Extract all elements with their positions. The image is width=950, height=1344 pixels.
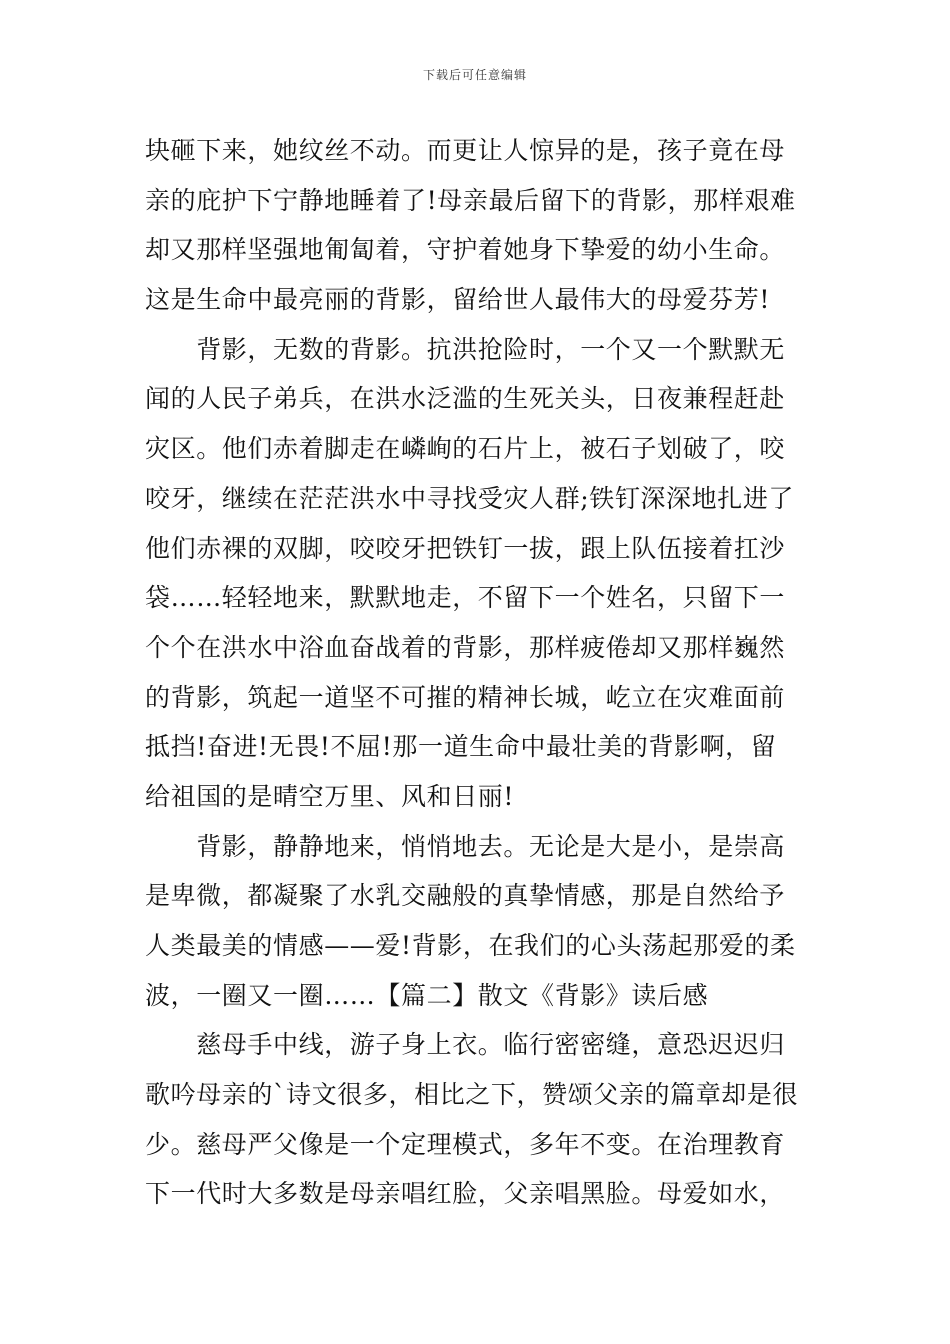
document-body: [145, 126, 810, 1219]
text-line: 背影，无数的背影。抗洪抢险时，一个又一个默默无: [145, 334, 786, 364]
text-line: 咬牙，继续在茫茫洪水中寻找受灾人群;铁钉深深地扎进了: [145, 483, 795, 513]
text-line: 波，一圈又一圈……【篇二】散文《背影》读后感: [145, 980, 709, 1010]
text-line: 亲的庇护下宁静地睡着了!母亲最后留下的背影，那样艰难: [145, 185, 796, 215]
text-line: 的背影，筑起一道坚不可摧的精神长城，屹立在灾难面前: [145, 682, 786, 712]
text-line: 灾区。他们赤着脚走在嶙峋的石片上，被石子划破了，咬: [145, 434, 786, 464]
text-line: 背影，静静地来，悄悄地去。无论是大是小，是崇高: [145, 831, 786, 861]
text-line: 抵挡!奋进!无畏!不屈!那一道生命中最壮美的背影啊，留: [145, 732, 777, 762]
text-line: 却又那样坚强地匍匐着，守护着她身下挚爱的幼小生命。: [145, 235, 786, 265]
text-line: 人类最美的情感——爱!背影，在我们的心头荡起那爱的柔: [145, 931, 796, 960]
text-line: 这是生命中最亮丽的背影，留给世人最伟大的母爱芬芳!: [145, 285, 771, 315]
page-header: 下载后可任意编辑: [422, 68, 527, 82]
text-line: 他们赤裸的双脚，咬咬牙把铁钉一拔，跟上队伍接着扛沙: [145, 533, 786, 563]
text-line: 闻的人民子弟兵，在洪水泛滥的生死关头，日夜兼程赶赴: [145, 384, 786, 414]
text-line: 袋……轻轻地来，默默地走，不留下一个姓名，只留下一: [145, 583, 786, 613]
text-line: 给祖国的是晴空万里、风和日丽!: [145, 781, 515, 811]
text-line: 下一代时大多数是母亲唱红脸，父亲唱黑脸。母爱如水，: [145, 1179, 786, 1209]
text-line: 是卑微，都凝聚了水乳交融般的真挚情感，那是自然给予: [145, 881, 786, 911]
text-line: 慈母手中线，游子身上衣。临行密密缝，意恐迟迟归: [145, 1030, 786, 1060]
text-line: 块砸下来，她纹丝不动。而更让人惊异的是，孩子竟在母: [145, 136, 786, 165]
text-line: 个个在洪水中浴血奋战着的背影，那样疲倦却又那样巍然: [145, 632, 786, 662]
text-line: 少。慈母严父像是一个定理模式，多年不变。在治理教育: [145, 1129, 786, 1159]
text-line: 歌吟母亲的`诗文很多，相比之下，赞颂父亲的篇章却是很: [145, 1080, 799, 1110]
